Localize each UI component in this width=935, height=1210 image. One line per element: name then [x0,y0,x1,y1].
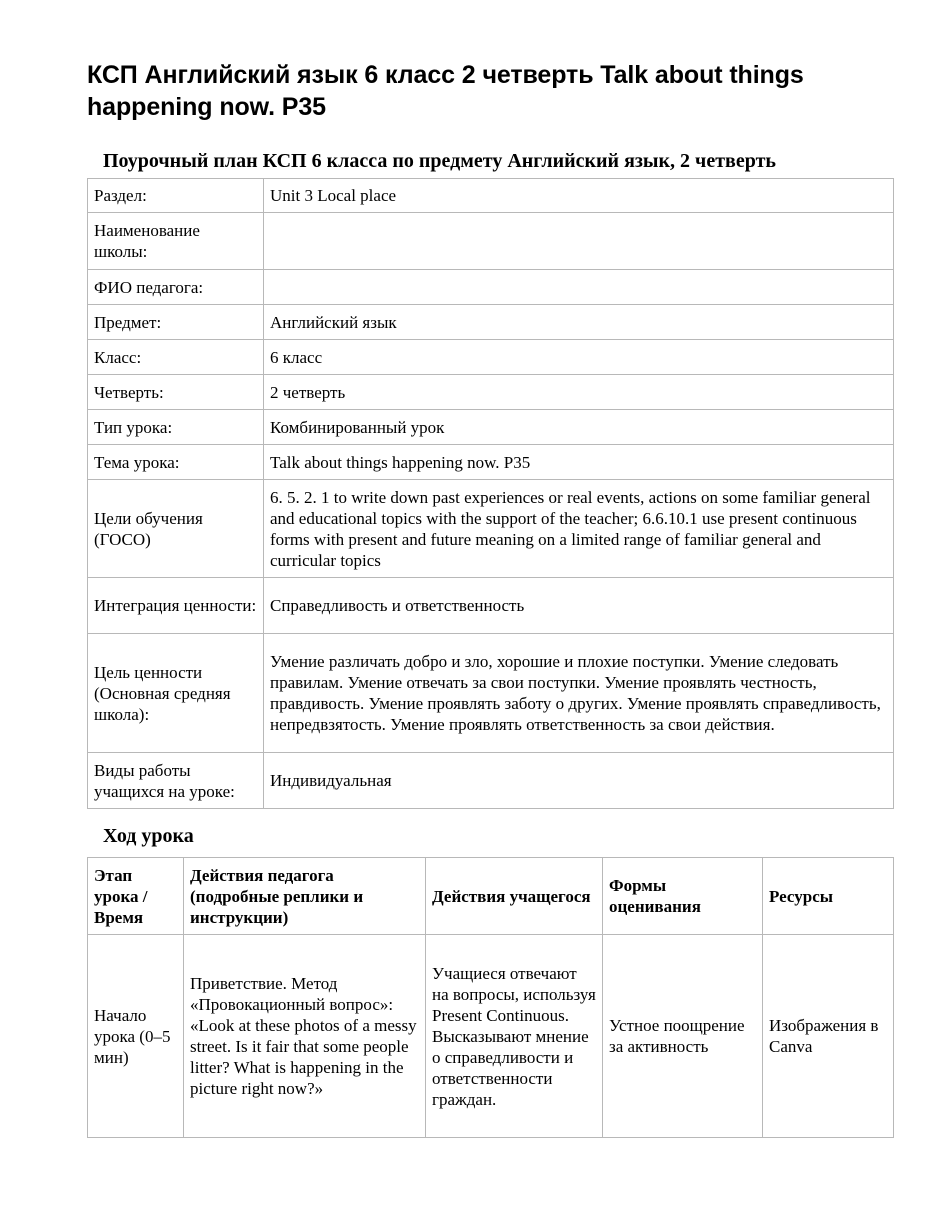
info-value: Английский язык [264,305,894,340]
column-header-resources: Ресурсы [763,858,894,935]
lesson-info-table [87,178,894,809]
info-label: Класс: [88,340,264,375]
lesson-stage: Начало урока (0–5 мин) [88,935,184,1138]
info-label: Цели обучения (ГОСО) [88,480,264,578]
info-label: ФИО педагога: [88,270,264,305]
info-row [88,213,894,270]
info-value: Умение различать добро и зло, хорошие и плохие поступки. Умение следовать правилам. Умение отвечать за свои поступки. Умение проявлять честность, правдивость. Умение проявлять заботу о других. Умение проявлять справедливость, непредвзятость. Умение проявлять ответственность за свои действия. [264,634,894,753]
document-page [87,0,893,1138]
info-row [88,270,894,305]
info-label: Тема урока: [88,445,264,480]
info-value: Talk about things happening now. P35 [264,445,894,480]
lesson-resources: Изображения в Canva [763,935,894,1138]
lesson-flow-table [87,857,894,1138]
column-header-teacher: Действия педагога (подробные реплики и инструкции) [184,858,426,935]
info-value: Unit 3 Local place [264,179,894,213]
info-value: 6. 5. 2. 1 to write down past experiences or real events, actions on some familiar general and educational topics with the support of the teacher; 6.6.10.1 use present continuous forms with present and future meaning on a limited range of familiar general and curricular topics [264,480,894,578]
info-value: Индивидуальная [264,753,894,809]
document-title: КСП Английский язык 6 класс 2 четверть Talk about things happening now. P35 [87,61,804,121]
column-header-assessment: Формы оценивания [603,858,763,935]
lesson-student-actions: Учащиеся отвечают на вопросы, используя Present Continuous. Высказывают мнение о справедливости и ответственности граждан. [426,935,603,1138]
info-value: 2 четверть [264,375,894,410]
info-label: Предмет: [88,305,264,340]
info-row [88,375,894,410]
info-row [88,340,894,375]
lesson-teacher-actions: Приветствие. Метод «Провокационный вопрос»: «Look at these photos of a messy street. Is it fair that some people litter? What is happening in the picture right now?» [184,935,426,1138]
info-row [88,445,894,480]
info-label: Четверть: [88,375,264,410]
lesson-assessment: Устное поощрение за активность [603,935,763,1138]
info-value: Справедливость и ответственность [264,578,894,634]
info-label: Виды работы учащихся на уроке: [88,753,264,809]
plan-heading: Поурочный план КСП 6 класса по предмету Английский язык, 2 четверть [103,150,776,172]
info-label: Тип урока: [88,410,264,445]
lesson-header-row [88,858,894,935]
info-label: Интеграция ценности: [88,578,264,634]
lesson-row [88,935,894,1138]
info-value [264,213,894,270]
info-row [88,305,894,340]
info-label: Наименование школы: [88,213,264,270]
info-value: Комбинированный урок [264,410,894,445]
info-row [88,480,894,578]
column-header-student: Действия учащегося [426,858,603,935]
info-row [88,634,894,753]
info-label: Раздел: [88,179,264,213]
info-label: Цель ценности (Основная средняя школа): [88,634,264,753]
info-row [88,753,894,809]
info-value [264,270,894,305]
info-value: 6 класс [264,340,894,375]
info-row [88,578,894,634]
column-header-stage: Этап урока / Время [88,858,184,935]
info-row [88,410,894,445]
lesson-heading: Ход урока [103,825,194,847]
info-row [88,179,894,213]
